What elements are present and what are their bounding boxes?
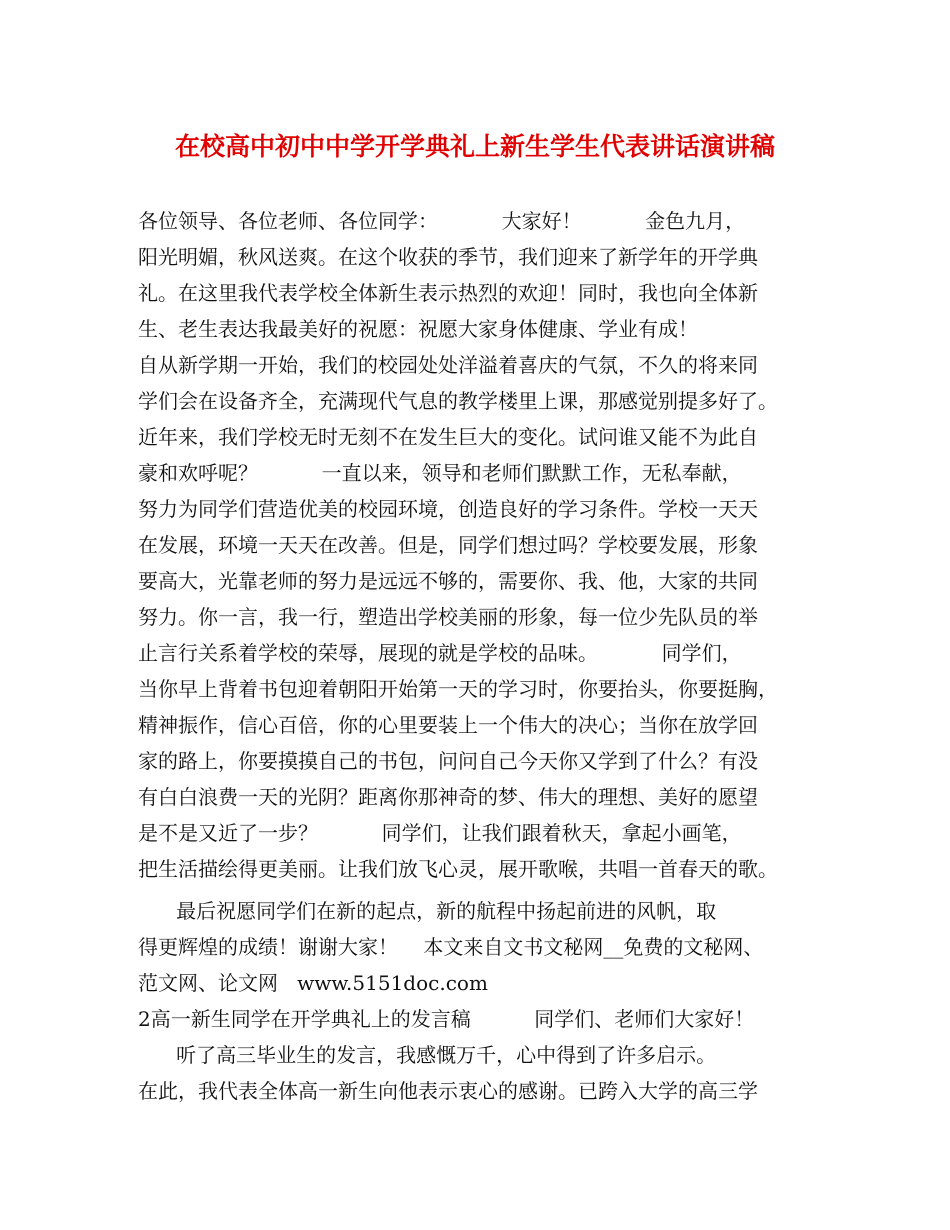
text-line: 生、老生表达我最美好的祝愿：祝愿大家身体健康、学业有成！ bbox=[138, 317, 698, 341]
text-line: 最后祝愿同学们在新的起点，新的航程中扬起前进的风帆，取 bbox=[138, 899, 717, 923]
text-line: 礼。在这里我代表学校全体新生表示热烈的欢迎！同时，我也向全体新 bbox=[138, 281, 758, 305]
text-line: 各位领导、各位老师、各位同学： 大家好！ 金色九月， bbox=[138, 209, 746, 233]
text-line: 精神振作，信心百倍，你的心里要装上一个伟大的决心；当你在放学回 bbox=[138, 713, 758, 737]
text-line: 听了高三毕业生的发言，我感慨万千，心中得到了许多启示。 bbox=[138, 1043, 717, 1067]
text-line: 学们会在设备齐全，充满现代气息的教学楼里上课，那感觉别提多好了。 bbox=[138, 389, 778, 413]
text-line: 是不是又近了一步？ 同学们，让我们跟着秋天，拿起小画笔， bbox=[138, 821, 742, 845]
text-line: 有白白浪费一天的光阴？距离你那神奇的梦、伟大的理想、美好的愿望 bbox=[138, 785, 758, 809]
text-line: 豪和欢呼呢？ 一直以来，领导和老师们默默工作，无私奉献， bbox=[138, 461, 742, 485]
text-line: 把生活描绘得更美丽。让我们放飞心灵，展开歌喉，共唱一首春天的歌。 bbox=[138, 857, 778, 881]
text-line: 家的路上，你要摸摸自己的书包，问问自己今天你又学到了什么？有没 bbox=[138, 749, 758, 773]
text-line: 努力。你一言，我一行，塑造出学校美丽的形象，每一位少先队员的举 bbox=[138, 605, 758, 629]
document-title: 在校高中初中中学开学典礼上新生学生代表讲话演讲稿 bbox=[174, 132, 775, 161]
text-line: 止言行关系着学校的荣辱，展现的就是学校的品味。 同学们， bbox=[138, 641, 742, 665]
text-line: 当你早上背着书包迎着朝阳开始第一天的学习时，你要抬头，你要挺胸， bbox=[138, 677, 778, 701]
text-line: 范文网、论文网 www.5151doc.com bbox=[138, 971, 488, 995]
text-line: 努力为同学们营造优美的校园环境，创造良好的学习条件。学校一天天 bbox=[138, 497, 758, 521]
text-line: 2高一新生同学在开学典礼上的发言稿 同学们、老师们大家好！ bbox=[138, 1007, 755, 1031]
text-line: 自从新学期一开始，我们的校园处处洋溢着喜庆的气氛，不久的将来同 bbox=[138, 353, 758, 377]
text-line: 阳光明媚，秋风送爽。在这个收获的季节，我们迎来了新学年的开学典 bbox=[138, 245, 758, 269]
text-line: 在发展，环境一天天在改善。但是，同学们想过吗？学校要发展，形象 bbox=[138, 533, 758, 557]
text-line: 近年来，我们学校无时无刻不在发生巨大的变化。试问谁又能不为此自 bbox=[138, 425, 758, 449]
text-line: 得更辉煌的成绩！谢谢大家！ 本文来自文书文秘网__免费的文秘网、 bbox=[138, 935, 764, 959]
text-line: 在此，我代表全体高一新生向他表示衷心的感谢。已跨入大学的高三学 bbox=[138, 1079, 758, 1103]
text-line: 要高大，光靠老师的努力是远远不够的，需要你、我、他，大家的共同 bbox=[138, 569, 758, 593]
